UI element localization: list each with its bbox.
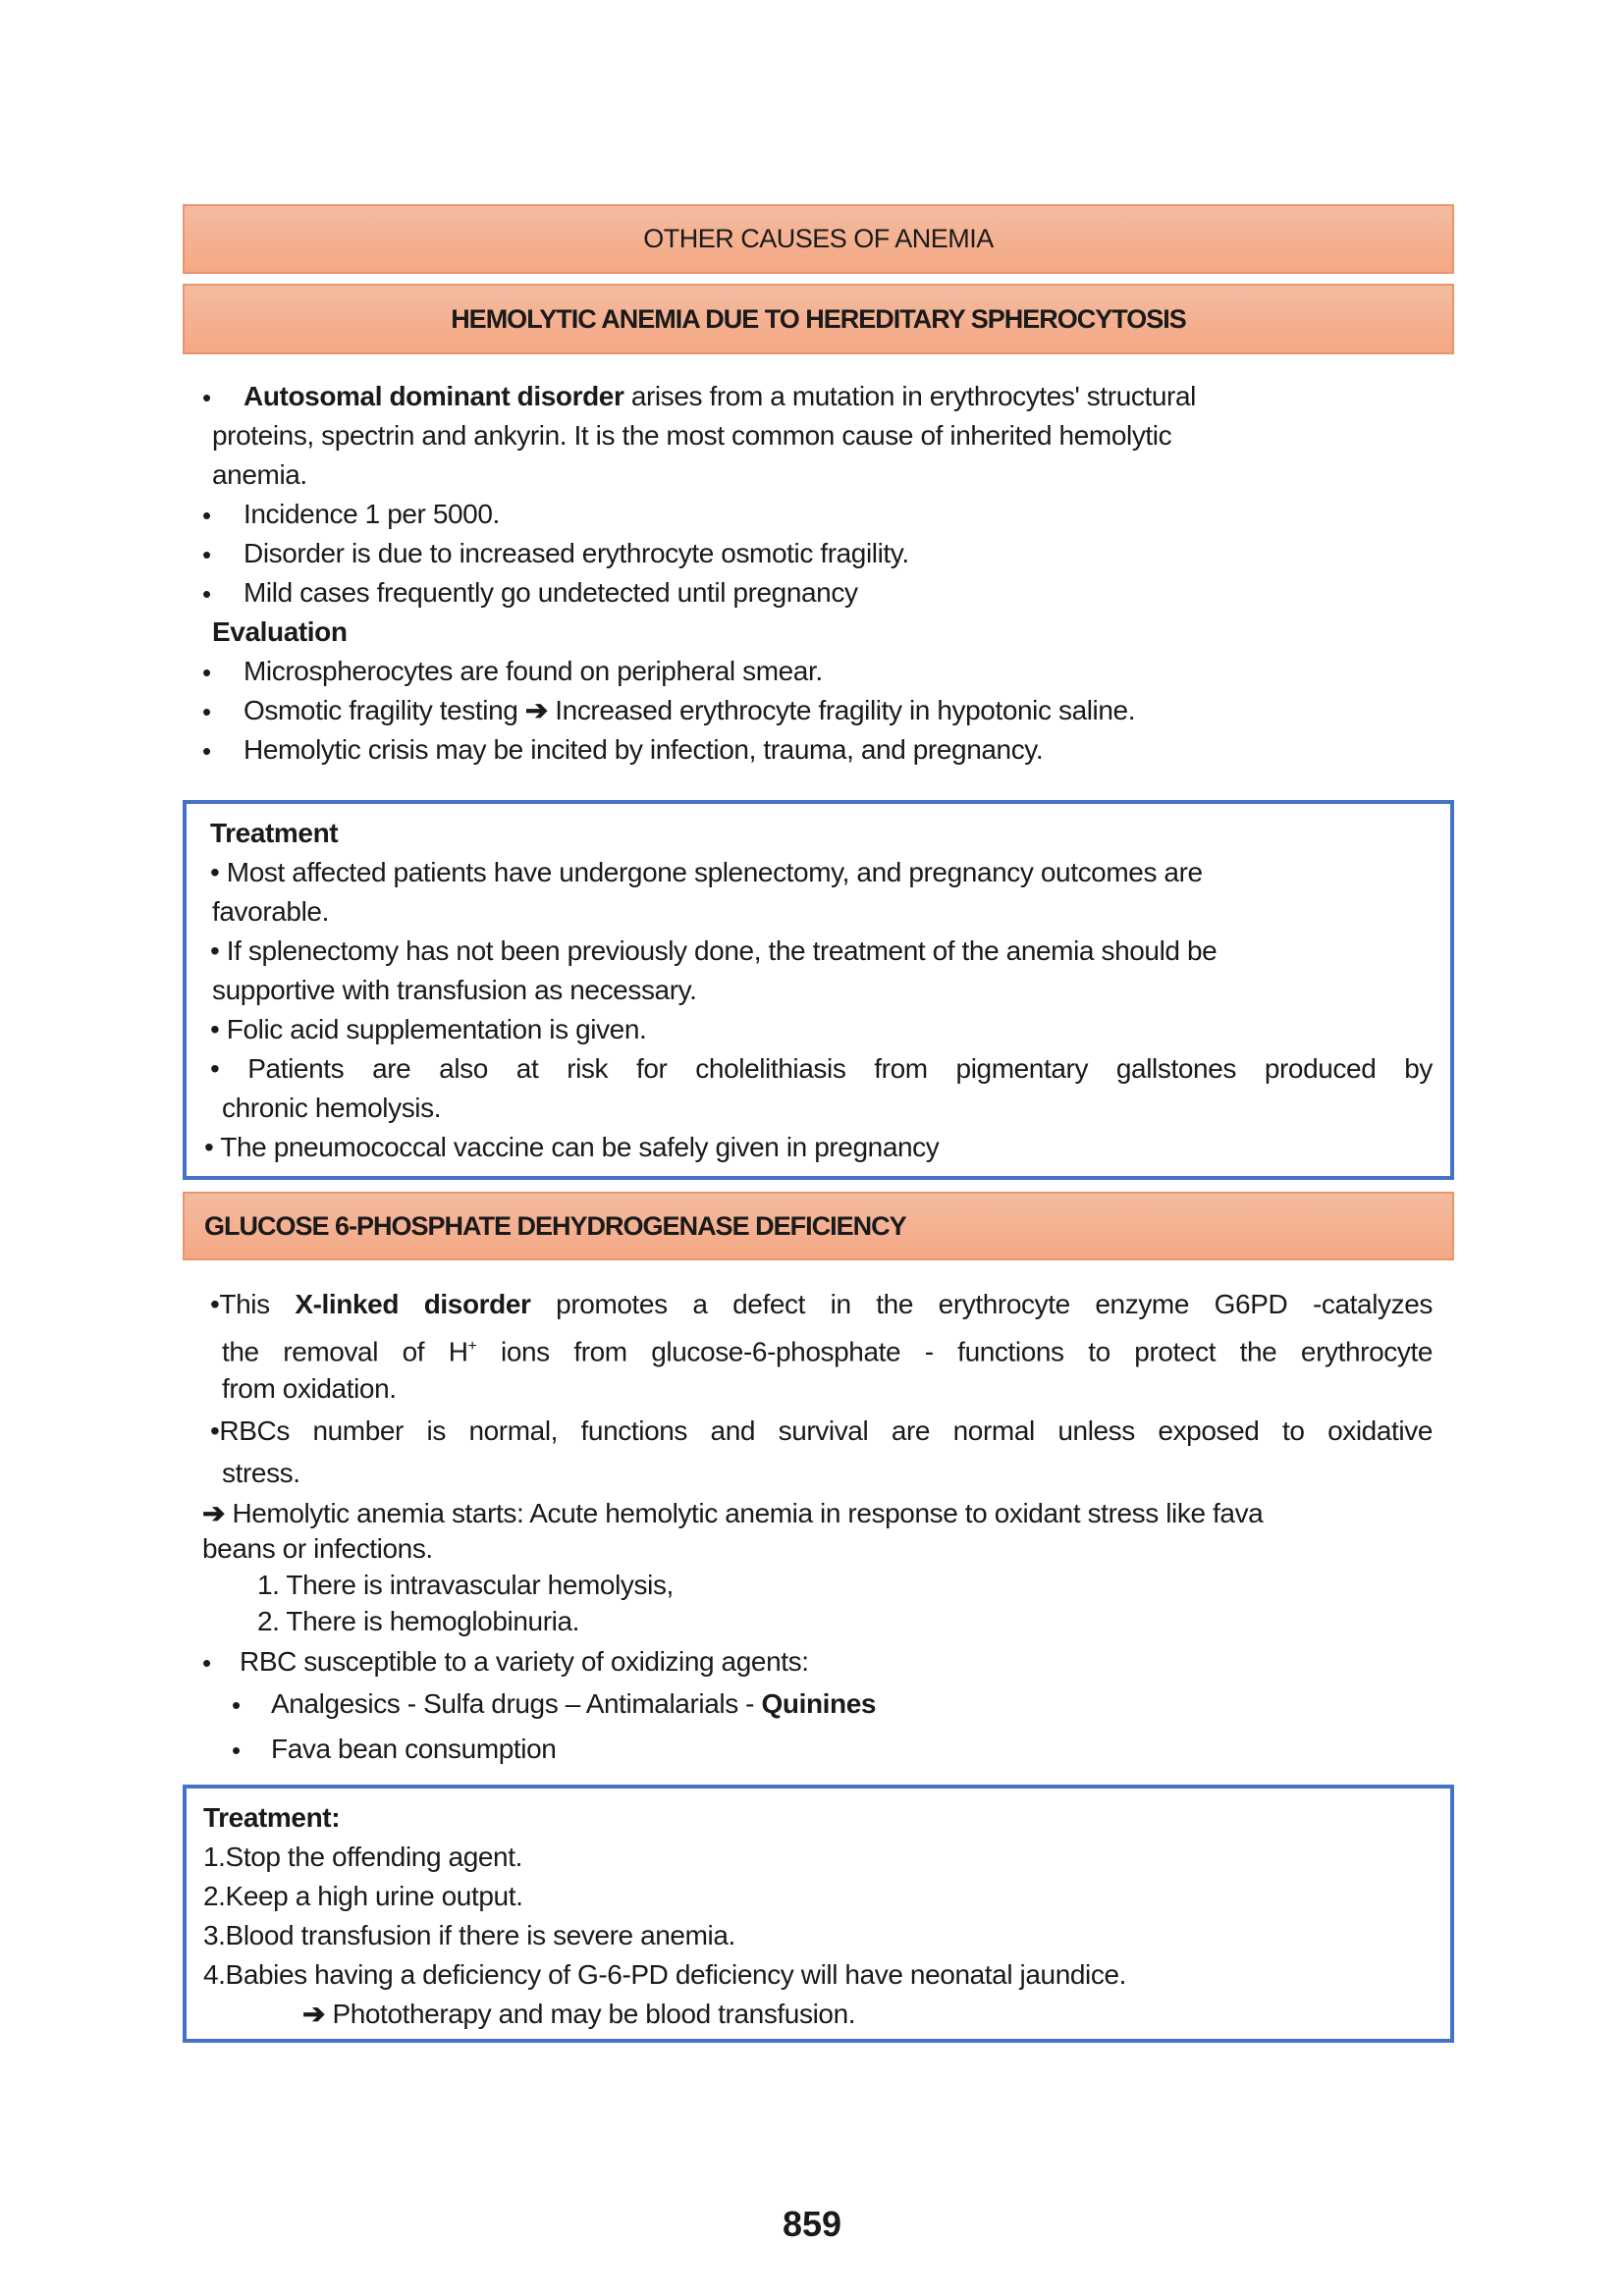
g6pd-p1-l2a: the removal of H (222, 1336, 468, 1367)
bullet-icon: • (202, 540, 212, 569)
g6pd-p1-l2b: ions from glucose-6-phosphate - functions to protect the erythrocyte (476, 1336, 1433, 1367)
arrow-right-icon: ➔ (524, 695, 548, 725)
treatment-line: • If splenectomy has not been previously done, the treatment of the anemia should be (210, 935, 1218, 966)
arrow-right-icon: ➔ (202, 1498, 226, 1528)
arrow-right-icon: ➔ (302, 1999, 326, 2029)
g6pd-numbered-2: 2. There is hemoglobinuria. (257, 1606, 579, 1636)
osmotic-test: Osmotic fragility testing (244, 695, 518, 725)
intro-line-2: proteins, spectrin and ankyrin. It is the most common cause of inherited hemolytic (212, 420, 1172, 451)
g6pd-p1-prefix: •This (210, 1289, 296, 1319)
g6pd-treatment-sub-text: Phototherapy and may be blood transfusion. (325, 1999, 856, 2029)
g6pd-agents-lead: RBC susceptible to a variety of oxidizing agents: (240, 1646, 809, 1677)
evaluation-crisis: Hemolytic crisis may be incited by infection, trauma, and pregnancy. (244, 734, 1044, 765)
g6pd-treatment-step: 3.Blood transfusion if there is severe anemia. (203, 1920, 735, 1950)
bullet-icon: • (202, 736, 212, 766)
bullet-icon: • (202, 501, 212, 530)
g6pd-p2-line-1: •RBCs number is normal, functions and survival are normal unless exposed to oxidative (210, 1415, 1433, 1446)
bullet-icon: • (232, 1735, 242, 1765)
g6pd-p1-line-1 (210, 1285, 1433, 1324)
g6pd-p1-line-3: from oxidation. (222, 1373, 397, 1404)
bullet-icon: • (232, 1690, 242, 1720)
g6pd-p1-rest: promotes a defect in the erythrocyte enzyme G6PD -catalyzes (530, 1289, 1433, 1319)
treatment-line: supportive with transfusion as necessary. (212, 975, 697, 1005)
g6pd-treatment-sub (302, 1995, 855, 2034)
header-other-causes-text: OTHER CAUSES OF ANEMIA (643, 224, 994, 253)
header-other-causes (183, 204, 1454, 274)
g6pd-hemolysis-line-1 (202, 1494, 1263, 1533)
bullet-icon: • (202, 383, 212, 412)
intro-rest: arises from a mutation in erythrocytes' structural (623, 381, 1196, 411)
header-spherocytosis (183, 284, 1454, 354)
evaluation-osmotic (244, 691, 1135, 730)
point-incidence: Incidence 1 per 5000. (244, 499, 500, 529)
treatment-line: • Patients are also at risk for cholelithiasis from pigmentary gallstones produced by (210, 1053, 1433, 1084)
osmotic-result: Increased erythrocyte fragility in hypotonic saline. (555, 695, 1136, 725)
g6pd-treatment-step: 1.Stop the offending agent. (203, 1842, 522, 1872)
g6pd-treatment-step: 4.Babies having a deficiency of G-6-PD deficiency will have neonatal jaundice. (203, 1959, 1127, 1990)
bullet-icon: • (202, 697, 212, 726)
evaluation-smear: Microspherocytes are found on peripheral smear. (244, 656, 823, 686)
treatment-line: • Folic acid supplementation is given. (210, 1014, 647, 1044)
g6pd-p2-line-2: stress. (222, 1458, 300, 1488)
intro-line-1 (244, 377, 1196, 416)
g6pd-numbered-1: 1. There is intravascular hemolysis, (257, 1570, 674, 1600)
agent-drugs-text: Analgesics - Sulfa drugs – Antimalarials - (271, 1688, 762, 1719)
point-fragility: Disorder is due to increased erythrocyte osmotic fragility. (244, 538, 909, 568)
treatment-line: chronic hemolysis. (222, 1093, 442, 1123)
g6pd-p1-sup: + (467, 1338, 477, 1355)
page-number: 859 (782, 2204, 842, 2244)
g6pd-treatment-heading: Treatment: (203, 1802, 341, 1833)
g6pd-hemolysis-line-2: beans or infections. (202, 1533, 433, 1564)
hemolysis-text: Hemolytic anemia starts: Acute hemolytic anemia in response to oxidant stress like fava (225, 1498, 1264, 1528)
header-spherocytosis-text: HEMOLYTIC ANEMIA DUE TO HEREDITARY SPHEROCYTOSIS (451, 303, 1186, 334)
bullet-icon: • (202, 1648, 212, 1678)
bullet-icon: • (202, 579, 212, 609)
g6pd-treatment-step: 2.Keep a high urine output. (203, 1881, 523, 1911)
evaluation-heading: Evaluation (212, 616, 348, 647)
treatment-line: • Most affected patients have undergone splenectomy, and pregnancy outcomes are (210, 857, 1203, 887)
header-g6pd-text: GLUCOSE 6-PHOSPHATE DEHYDROGENASE DEFICIENCY (204, 1210, 906, 1241)
treatment-line: favorable. (212, 896, 329, 927)
intro-line-3: anemia. (212, 459, 307, 490)
treatment-line: • The pneumococcal vaccine can be safely given in pregnancy (204, 1132, 940, 1162)
agent-drugs-bold: Quinines (761, 1688, 877, 1719)
g6pd-agent-fava: Fava bean consumption (271, 1734, 557, 1764)
header-g6pd (183, 1192, 1454, 1260)
g6pd-agent-drugs (271, 1684, 876, 1724)
point-mild-cases: Mild cases frequently go undetected until pregnancy (244, 577, 858, 608)
bullet-icon: • (202, 658, 212, 687)
treatment-heading: Treatment (210, 818, 339, 848)
g6pd-p1-line-2 (222, 1327, 1433, 1371)
intro-bold: Autosomal dominant disorder (244, 381, 624, 411)
g6pd-p1-bold: X-linked disorder (295, 1289, 531, 1319)
